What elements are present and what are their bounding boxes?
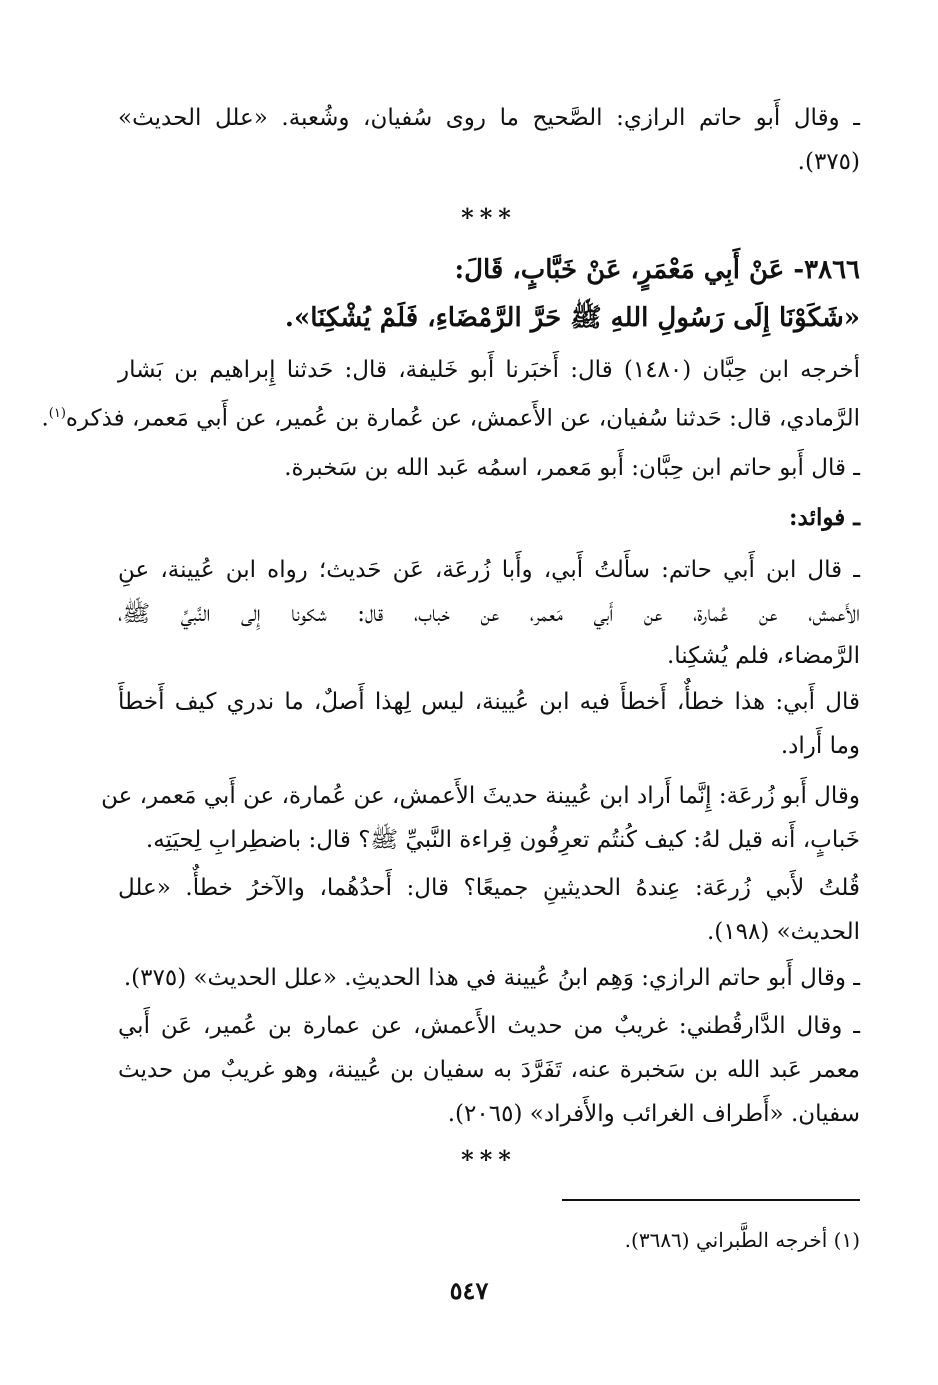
hadith-text: «شَكَوْنَا إِلَى رَسُولِ اللهِ ﷺ حَرَّ الرَّمْضَاءِ، فَلَمْ يُشْكِنَا». [284,303,860,333]
fawaid-p3-line-2: خَبابٍ، أَنه قيل لهُ: كيف كُنتُم تعرِفُون قِراءة النَّبيِّ ﷺ؟ قال: باضطِرابِ لِحيَتِه. [145,827,860,853]
separator-stars: *** [461,203,517,232]
fawaid-p2-line-2: وما أَراد. [780,733,860,759]
footnote: (١) أخرجه الطَّبراني (٣٦٨٦). [624,1228,860,1252]
intro-line-1: ـ وقال أَبو حاتم الرازي: الصَّحيح ما روى سُفيان، وشُعبة. «علل الحديث» [118,105,860,131]
fawaid-p1-line-3: الرَّمضاء، فلم يُشكِنا. [666,643,860,669]
takhrij-line-3: ـ قال أَبو حاتم ابن حِبَّان: أَبو مَعمر، اسمُه عَبد الله بن سَخبرة. [284,455,860,481]
separator-stars-bottom: *** [461,1145,517,1174]
fawaid-p3-line-1: وقال أَبو زُرعَة: إِنَّما أَراد ابن عُيينة حديثَ الأَعمش، عن عُمارة، عن أَبي مَعمر، عن [101,783,860,809]
page-number: ٥٤٧ [449,1276,489,1305]
fawaid-p5: ـ وقال أَبو حاتم الرازي: وَهِم ابنُ عُيينة في هذا الحديثِ. «علل الحديث» (٣٧٥). [123,965,860,991]
fawaid-heading: ـ فوائد: [789,504,860,531]
footnote-divider [562,1199,860,1201]
fawaid-p1-line-2: الأَعمش، عن عُمارة، عن أَبي مَعمر، عن خباب، قال: شكونا إِلى النَّبيِّ ﷺ، [118,601,860,627]
fawaid-p6-line-1: ـ وقال الدَّارقُطني: غريبٌ من حديث الأَعمش، عن عمارة بن عُمير، عَن أَبي [118,1013,860,1039]
fawaid-p2-line-1: قال أَبي: هذا خطأٌ، أَخطأَ فيه ابن عُيينة، ليس لِهذا أَصلٌ، ما ندري كيف أَخطأَ [118,689,860,715]
fawaid-p6-line-3: سفيان. «أَطراف الغرائب والأَفراد» (٢٠٦٥). [447,1101,860,1127]
hadith-header: ٣٨٦٦- عَنْ أَبِي مَعْمَرٍ، عَنْ خَبَّابٍ، قَالَ: [454,255,860,285]
takhrij-line-2-text: الرَّمادي، قال: حَدثنا سُفيان، عن الأَعمش، عن عُمارة بن عُمير، عن أَبي مَعمر، فذكره [65,405,860,432]
takhrij-line-1: أخرجه ابن حِبَّان (١٤٨٠) قال: أَخبَرنا أَبو خَليفة، قال: حَدثنا إِبراهيم بن بَشار [118,357,860,383]
fawaid-p4-line-1: قُلتُ لأَبي زُرعَة: عِندهُ الحديثينِ جميعًا؟ قال: أَحدُهُما، والآخرُ خطأٌ. «علل [118,875,860,901]
fawaid-p4-line-2: الحديث» (١٩٨). [706,919,860,945]
intro-line-2: (٣٧٥). [797,149,860,175]
fawaid-p1-line-1: ـ قال ابن أَبي حاتم: سأَلتُ أَبي، وأَبا زُرعَة، عَن حَديث؛ رواه ابن عُيينة، عنِ [118,557,860,583]
takhrij-line-2: الرَّمادي، قال: حَدثنا سُفيان، عن الأَعمش، عن عُمارة بن عُمير، عن أَبي مَعمر، فذكره$^{(١)}$. [41,405,860,432]
footnote-marker: (١) [48,406,66,421]
fawaid-p6-line-2: معمر عَبد الله بن سَخبرة عنه، تَفَرَّدَ به سفيان بن عُيينة، وهو غريبٌ من حديث [118,1057,860,1083]
